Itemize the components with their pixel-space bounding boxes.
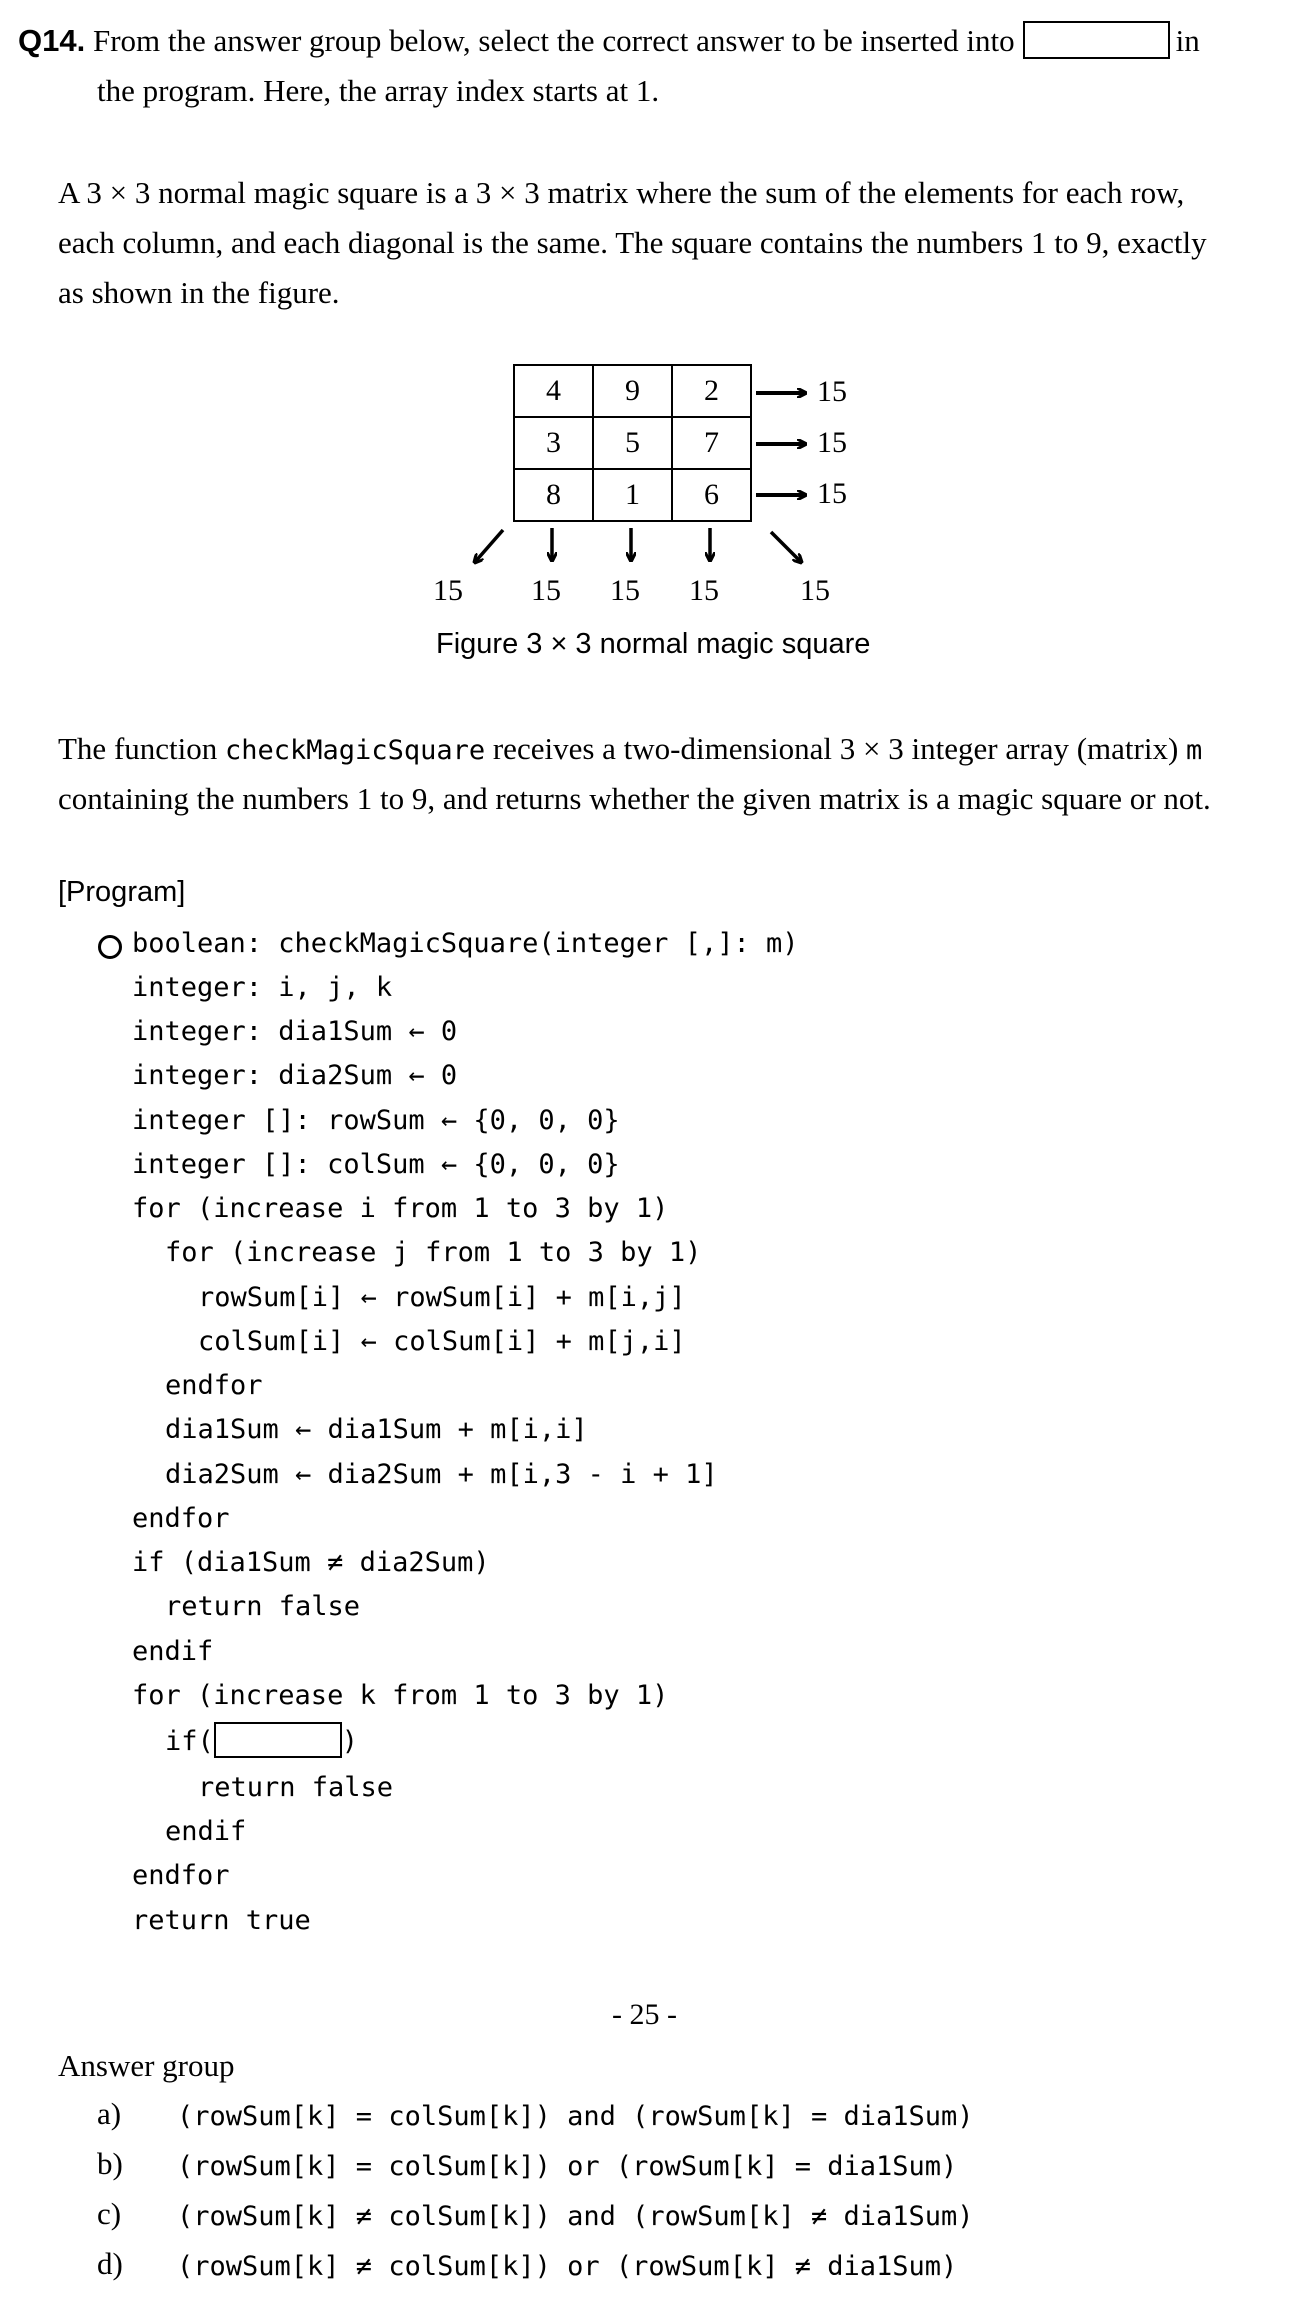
code-line: endfor bbox=[132, 1860, 230, 1891]
page-number: - 25 - bbox=[612, 1998, 677, 2031]
row-sum-2: 15 bbox=[817, 426, 847, 459]
intro-line-2: each column, and each diagonal is the same. The square contains the numbers 1 to 9, exactly bbox=[58, 225, 1207, 260]
intro-line-3: as shown in the figure. bbox=[58, 275, 340, 310]
answer-option-c: (rowSum[k] ≠ colSum[k]) and (rowSum[k] ≠ dia1Sum) bbox=[177, 2201, 974, 2232]
column-sum-1: 15 bbox=[531, 574, 561, 607]
grid-cell: 3 bbox=[514, 417, 593, 469]
code-line: return true bbox=[132, 1905, 311, 1936]
arrow-diagonal-down-right-icon bbox=[771, 532, 801, 562]
code-line: endif bbox=[132, 1636, 214, 1667]
description-line-2: containing the numbers 1 to 9, and returns whether the given matrix is a magic square or not. bbox=[58, 781, 1211, 816]
figure-arrows bbox=[0, 0, 1298, 700]
code-line: colSum[i] ← colSum[i] + m[j,i] bbox=[198, 1326, 686, 1357]
grid-cell: 4 bbox=[514, 365, 593, 417]
question-line-2: the program. Here, the array index starts at 1. bbox=[97, 73, 660, 108]
grid-cell: 6 bbox=[672, 469, 751, 521]
description-text: The function bbox=[58, 731, 226, 766]
code-line: integer: dia2Sum ← 0 bbox=[132, 1060, 458, 1091]
code-line: return false bbox=[165, 1591, 361, 1622]
column-sum-3: 15 bbox=[689, 574, 719, 607]
code-line: for (increase k from 1 to 3 by 1) bbox=[132, 1680, 669, 1711]
question-number: Q14. bbox=[18, 23, 86, 58]
code-line: integer []: rowSum ← {0, 0, 0} bbox=[132, 1105, 620, 1136]
answer-option-d: (rowSum[k] ≠ colSum[k]) or (rowSum[k] ≠ dia1Sum) bbox=[177, 2251, 958, 2282]
program-label: [Program] bbox=[58, 876, 186, 908]
description-line-1 bbox=[58, 724, 1202, 776]
function-name: checkMagicSquare bbox=[225, 735, 486, 766]
question-text: From the answer group below, select the correct answer to be inserted into bbox=[92, 23, 1015, 58]
code-line: return false bbox=[198, 1772, 394, 1803]
column-sum-2: 15 bbox=[610, 574, 640, 607]
intro-line-1: A 3 × 3 normal magic square is a 3 × 3 matrix where the sum of the elements for each row, bbox=[58, 175, 1185, 210]
diagonal-sum-left: 15 bbox=[433, 574, 463, 607]
question-suffix: in bbox=[1175, 23, 1200, 58]
variable-name: m bbox=[1186, 735, 1203, 766]
circle-bullet-icon bbox=[98, 935, 122, 959]
grid-cell: 1 bbox=[593, 469, 672, 521]
code-line: endfor bbox=[165, 1370, 263, 1401]
grid-cell: 7 bbox=[672, 417, 751, 469]
answer-letter-a: a) bbox=[97, 2096, 122, 2131]
code-line: for (increase j from 1 to 3 by 1) bbox=[165, 1237, 702, 1268]
code-line: integer []: colSum ← {0, 0, 0} bbox=[132, 1149, 620, 1180]
code-line: integer: dia1Sum ← 0 bbox=[132, 1016, 458, 1047]
answer-option-b: (rowSum[k] = colSum[k]) or (rowSum[k] = dia1Sum) bbox=[177, 2151, 958, 2182]
row-sum-1: 15 bbox=[817, 375, 847, 408]
code-line: for (increase i from 1 to 3 by 1) bbox=[132, 1193, 669, 1224]
row-sum-3: 15 bbox=[817, 477, 847, 510]
grid-cell: 2 bbox=[672, 365, 751, 417]
grid-cell: 8 bbox=[514, 469, 593, 521]
code-line: dia2Sum ← dia2Sum + m[i,3 - i + 1] bbox=[165, 1459, 718, 1490]
answer-letter-c: c) bbox=[97, 2196, 122, 2231]
grid-cell: 5 bbox=[593, 417, 672, 469]
code-blank-box bbox=[214, 1722, 342, 1758]
code-line: endif bbox=[165, 1816, 247, 1847]
code-line: boolean: checkMagicSquare(integer [,]: m) bbox=[132, 928, 799, 959]
code-line: dia1Sum ← dia1Sum + m[i,i] bbox=[165, 1414, 588, 1445]
answer-letter-b: b) bbox=[97, 2146, 123, 2181]
code-line: endfor bbox=[132, 1503, 230, 1534]
code-line: if (dia1Sum ≠ dia2Sum) bbox=[132, 1547, 490, 1578]
code-text: if( bbox=[165, 1726, 214, 1757]
code-line-blank bbox=[165, 1720, 358, 1764]
code-line: integer: i, j, k bbox=[132, 972, 393, 1003]
arrow-diagonal-down-left-icon bbox=[475, 530, 503, 562]
answer-letter-d: d) bbox=[97, 2246, 123, 2281]
diagonal-sum-right: 15 bbox=[800, 574, 830, 607]
code-line: rowSum[i] ← rowSum[i] + m[i,j] bbox=[198, 1282, 686, 1313]
description-text: receives a two-dimensional 3 × 3 integer array (matrix) bbox=[485, 731, 1187, 766]
figure-caption: Figure 3 × 3 normal magic square bbox=[436, 628, 871, 660]
code-text: ) bbox=[341, 1726, 359, 1757]
answer-group-title: Answer group bbox=[58, 2048, 235, 2083]
answer-option-a: (rowSum[k] = colSum[k]) and (rowSum[k] = dia1Sum) bbox=[177, 2101, 974, 2132]
grid-cell: 9 bbox=[593, 365, 672, 417]
